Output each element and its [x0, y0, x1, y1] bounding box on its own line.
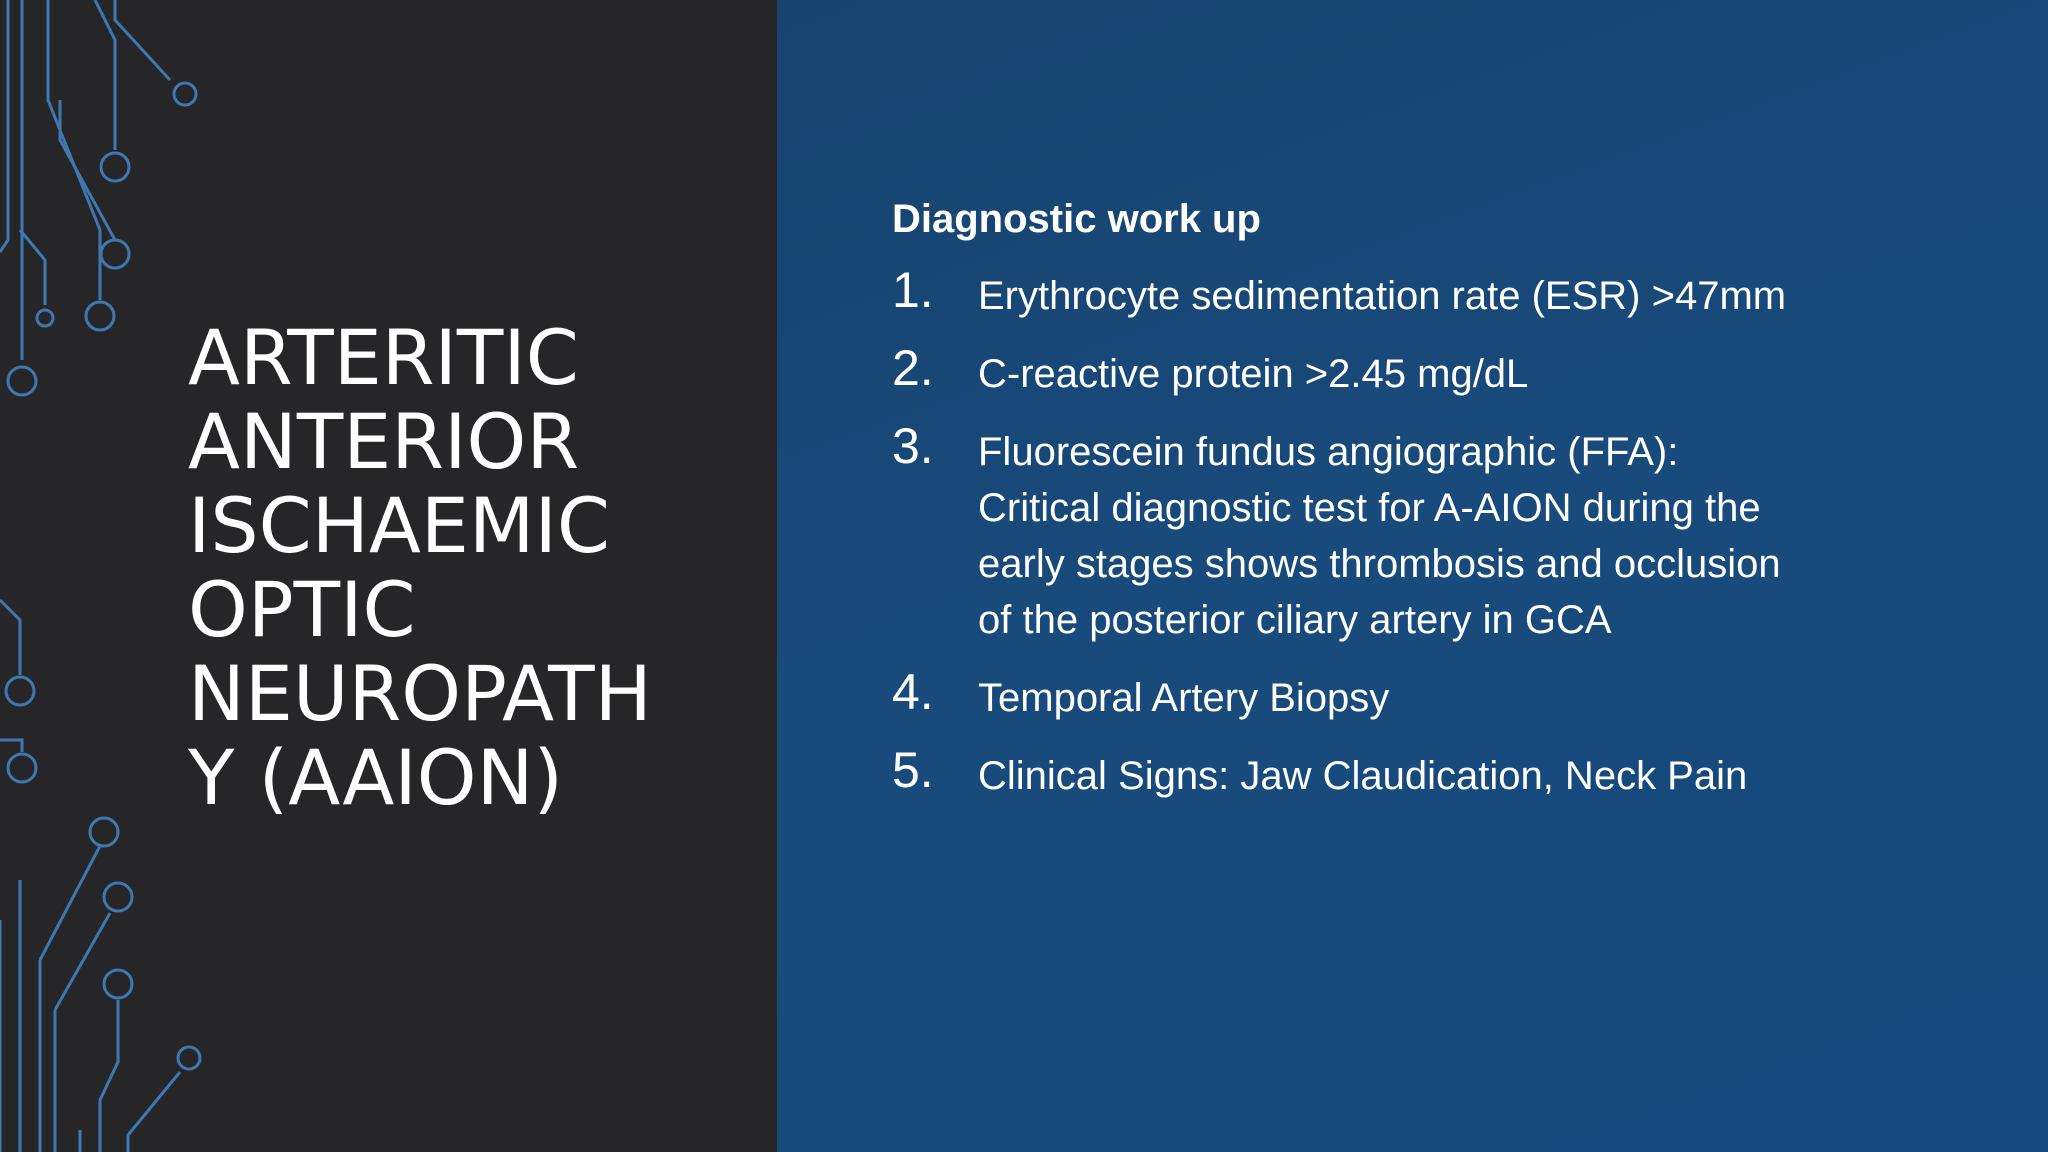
- list-number: 1.: [892, 262, 934, 318]
- list-number: 3.: [892, 418, 934, 474]
- list-number: 5.: [892, 742, 934, 798]
- list-item: [892, 742, 1978, 804]
- list-item: [892, 664, 1978, 726]
- content-panel: [777, 0, 2048, 1152]
- list-number: 4.: [892, 664, 934, 720]
- list-text: C-reactive protein >2.45 mg/dL: [978, 352, 1529, 396]
- list-text: Clinical Signs: Jaw Claudication, Neck Pain: [978, 754, 1748, 798]
- section-heading: Diagnostic work up: [892, 197, 1261, 241]
- content: [892, 192, 1992, 826]
- list-item: [892, 262, 1978, 324]
- diagnostic-list: [892, 262, 1992, 804]
- title-panel: [0, 0, 777, 1152]
- list-text: Erythrocyte sedimentation rate (ESR) >47mm: [978, 274, 1787, 318]
- list-text: Temporal Artery Biopsy: [978, 676, 1390, 720]
- list-item: [892, 340, 1978, 402]
- slide-title: ARTERITIC ANTERIOR ISCHAEMIC OPTIC NEUROPATH Y (AAION): [188, 313, 652, 822]
- list-item: [892, 418, 1808, 648]
- list-number: 2.: [892, 340, 934, 396]
- list-text: Fluorescein fundus angiographic (FFA): Critical diagnostic test for A-AION during the early stages shows thrombosis and occlusion of the posterior ciliary artery in GCA: [978, 430, 1781, 642]
